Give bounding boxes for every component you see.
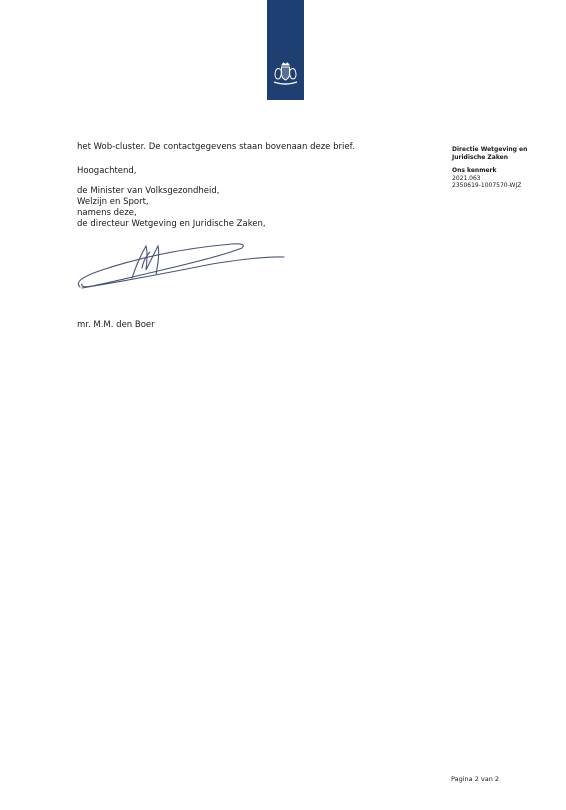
reference-sidebar	[452, 146, 552, 190]
greeting: Hoogachtend,	[77, 166, 137, 176]
department-name: Juridische Zaken	[452, 153, 508, 161]
government-logo-band	[267, 0, 304, 100]
coat-of-arms-icon	[272, 62, 299, 86]
signatory-name: mr. M.M. den Boer	[77, 320, 155, 330]
department-name: Directie Wetgeving en	[452, 146, 528, 153]
reference-label: Ons kenmerk	[452, 167, 497, 174]
sender-line: namens deze,	[77, 208, 137, 218]
sender-line: Welzijn en Sport,	[77, 197, 149, 207]
sender-line: de Minister van Volksgezondheid,	[77, 186, 220, 196]
reference-value: 2350619-1007570-WJZ	[452, 182, 522, 189]
closing-paragraph: het Wob-cluster. De contactgegevens staan bovenaan deze brief.	[77, 142, 355, 152]
reference-value: 2021.063	[452, 174, 481, 182]
page-number: Pagina 2 van 2	[451, 775, 500, 783]
handwritten-signature	[72, 240, 292, 295]
sender-line: de directeur Wetgeving en Juridische Zaken,	[77, 219, 266, 229]
